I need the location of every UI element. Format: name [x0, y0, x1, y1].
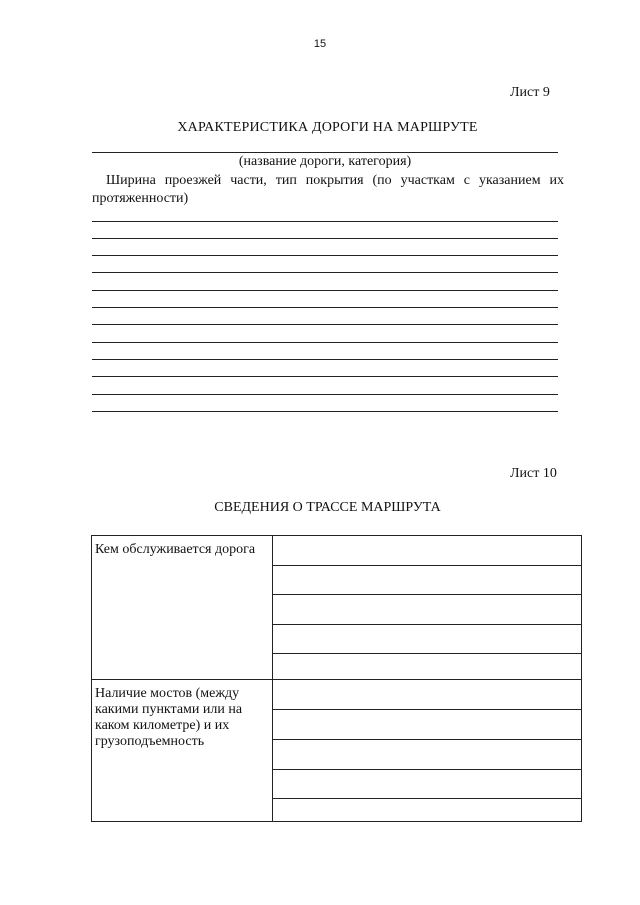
table-cell[interactable]	[273, 710, 581, 740]
table-cell[interactable]	[273, 595, 581, 625]
sheet-9-label: Лист 9	[510, 85, 550, 100]
route-info-table	[91, 535, 582, 822]
roadway-width-paragraph: Ширина проезжей части, тип покрытия (по участкам с указанием их протяженности)	[92, 173, 564, 206]
fill-line	[92, 342, 558, 343]
table-cell[interactable]	[273, 740, 581, 770]
fill-line	[92, 290, 558, 291]
table-row	[92, 536, 581, 680]
fill-line	[92, 238, 558, 239]
fill-line	[92, 376, 558, 377]
page-number: 15	[313, 38, 327, 50]
row-label-bridges: Наличие мостов (между какими пунктами или на каком километре) и их грузоподъемность	[92, 680, 273, 821]
table-cell[interactable]	[273, 654, 581, 679]
fill-line	[92, 359, 558, 360]
road-name-caption: (название дороги, категория)	[238, 154, 412, 169]
route-info-title: СВЕДЕНИЯ О ТРАССЕ МАРШРУТА	[214, 500, 441, 515]
fill-line	[92, 324, 558, 325]
fill-line	[92, 221, 558, 222]
table-cell[interactable]	[273, 536, 581, 566]
table-row	[92, 680, 581, 821]
fill-line	[92, 394, 558, 395]
fill-line	[92, 272, 558, 273]
fill-line	[92, 411, 558, 412]
road-characteristics-title: ХАРАКТЕРИСТИКА ДОРОГИ НА МАРШРУТЕ	[177, 120, 478, 135]
table-cell[interactable]	[273, 799, 581, 821]
row-label-road-service: Кем обслуживается дорога	[92, 536, 273, 679]
table-cell[interactable]	[273, 625, 581, 654]
table-cell[interactable]	[273, 770, 581, 799]
fill-line	[92, 307, 558, 308]
road-name-line	[92, 152, 558, 153]
table-cell[interactable]	[273, 566, 581, 595]
table-cell[interactable]	[273, 680, 581, 710]
sheet-10-label: Лист 10	[510, 466, 557, 481]
fill-line	[92, 255, 558, 256]
